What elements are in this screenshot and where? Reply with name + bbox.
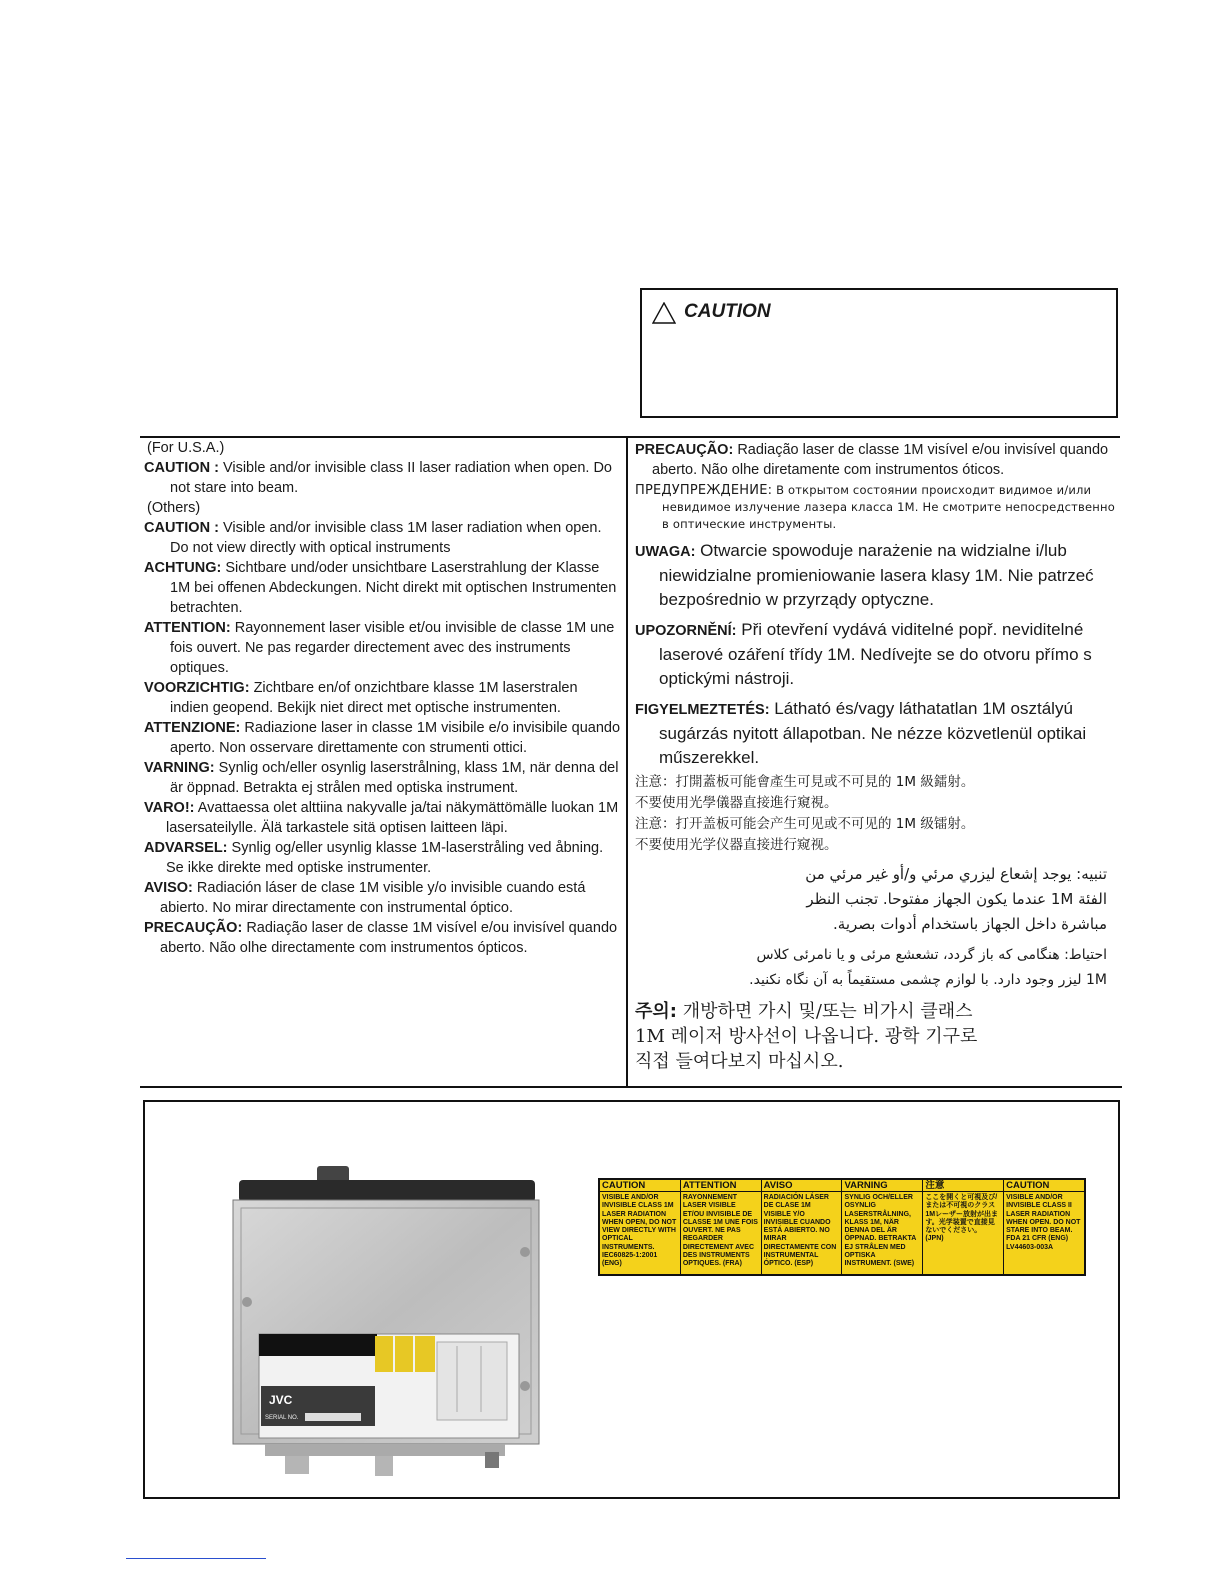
footer-rule	[126, 1558, 266, 1559]
warning-triangle-icon	[652, 302, 676, 324]
warning-hu: FIGYELMEZTETÉS: Látható és/vagy láthatatlan 1M osztályú sugárzás nyitott állapotban. Ne nézze közvetlenül optikai műszerekkel.	[635, 699, 1087, 767]
warning-fr: ATTENTION: Rayonnement laser visible et/ou invisible de classe 1M une fois ouvert. Ne pas regarder directement avec des instruments optiques.	[144, 620, 615, 676]
warning-sv: VARNING: Synlig och/eller osynlig laserstrålning, klass 1M, när denna del är öppnad. Betrakta ej strålen med optiska instrument.	[144, 760, 619, 796]
caution-title: CAUTION	[684, 301, 771, 322]
left-warnings-column	[144, 438, 620, 958]
label-cell-eng: CAUTION VISIBLE AND/OR INVISIBLE CLASS 1M LASER RADIATION WHEN OPEN, DO NOT VIEW DIRECTLY WITH OPTICAL INSTRUMENTS. IEC60825-1:2001 (ENG)	[600, 1180, 680, 1274]
others-header: (Others)	[147, 500, 201, 516]
warning-en: CAUTION : Visible and/or invisible class 1M laser radiation when open. Do not view directly with optical instruments	[144, 520, 602, 556]
warning-zh-cn: 注意：打开盖板可能会产生可见或不可见的 1M 级镭射。 不要使用光学仪器直接进行窥视。	[635, 816, 975, 853]
warning-pt-right: PRECAUÇÃO: Radiação laser de classe 1M visível e/ou invisível quando aberto. Não olhe diretamente com instrumentos óticos.	[635, 442, 1109, 478]
label-cell-fra: ATTENTION RAYONNEMENT LASER VISIBLE ET/OU INVISIBLE DE CLASSE 1M UNE FOIS OUVERT. NE PAS REGARDER DIRECTEMENT AVEC DES INSTRUMENTS OPTIQUES. (FRA)	[680, 1180, 761, 1274]
warning-fa: احتیاط: هنگامی که باز گردد، تشعشع مرئی و یا نامرئی کلاس 1M لیزر وجود دارد. با لوازم چشمی مستقیماً به آن نگاه نکنید.	[749, 947, 1107, 988]
warning-es: AVISO: Radiación láser de clase 1M visible y/o invisible cuando está abierto. No mirar directamente con instrumental óptico.	[144, 880, 586, 916]
caution-box	[640, 288, 1118, 418]
table-bottom-rule	[140, 1086, 1122, 1088]
laser-warning-label	[598, 1178, 1086, 1276]
warning-ko: 주의: 개방하면 가시 및/또는 비가시 클래스 1M 레이저 방사선이 나옵니다. 광학 기구로 직접 들여다보지 마십시오.	[635, 1001, 978, 1072]
warning-ru: ПРЕДУПРЕЖДЕНИЕ: В открытом состоянии происходит видимое и/или невидимое излучение лазера класса 1M. Не смотрите непосредственно в оптические инструменты.	[635, 483, 1115, 531]
warning-de: ACHTUNG: Sichtbare und/oder unsichtbare Laserstrahlung der Klasse 1M bei offenen Abdeckungen. Nicht direkt mit optischen Instrumenten betrachten.	[144, 560, 617, 616]
usa-header: (For U.S.A.)	[147, 440, 225, 456]
label-cell-fda: CAUTION VISIBLE AND/OR INVISIBLE CLASS II LASER RADIATION WHEN OPEN. DO NOT STARE INTO BEAM. FDA 21 CFR (ENG) LV44603-003A	[1003, 1180, 1084, 1274]
warning-usa: CAUTION : Visible and/or invisible class II laser radiation when open. Do not stare into beam.	[144, 460, 612, 496]
warning-da: ADVARSEL: Synlig og/eller usynlig klasse 1M-laserstråling ved åbning. Se ikke direkte med optiske instrumenter.	[144, 840, 604, 876]
label-cell-swe: VARNING SYNLIG OCH/ELLER OSYNLIG LASERSTRÅLNING, KLASS 1M, NÄR DENNA DEL ÄR ÖPPNAD. BETRAKTA EJ STRÅLEN MED OPTISKA INSTRUMENT. (SWE)	[841, 1180, 922, 1274]
warning-cs: UPOZORNĚNÍ: Při otevření vydává viditelné popř. neviditelné laserové ozáření třídy 1M. Nedívejte se do otvoru přímo s optickými nástroji.	[635, 620, 1092, 688]
warning-ar: تنبيه: يوجد إشعاع ليزري مرئي و/أو غير مرئي من الفئة 1M عندما يكون الجهاز مفتوحا. تجنب النظر مباشرة داخل الجهاز باستخدام أدوات بصرية.	[805, 865, 1107, 933]
warning-nl: VOORZICHTIG: Zichtbare en/of onzichtbare klasse 1M laserstralen indien geopend. Bekijk niet direct met optische instrumenten.	[144, 680, 578, 716]
warning-fi: VARO!: Avattaessa olet alttiina nakyvalle ja/tai näkymättömälle luokan 1M lasersateilylle. Älä tarkastele sitä optisen laitteen läpi.	[144, 800, 619, 836]
label-cell-jpn: 注意 ここを開くと可視及び/または不可視のクラス1Mレーザー放射が出ます。光学装置で直接見ないでください。 (JPN)	[922, 1180, 1003, 1274]
jvc-logo: JVC	[269, 1393, 293, 1407]
warning-zh-tw: 注意：打開蓋板可能會產生可見或不可見的 1M 級鐳射。 不要使用光學儀器直接進行窺視。	[635, 774, 975, 811]
table-divider	[626, 437, 628, 1087]
right-warnings-column	[635, 440, 1117, 1074]
serial-label: SERIAL NO.	[265, 1415, 299, 1421]
warning-it: ATTENZIONE: Radiazione laser in classe 1M visibile e/o invisibile quando aperto. Non osservare direttamente con strumenti ottici.	[144, 720, 621, 756]
label-cell-esp: AVISO RADIACIÓN LÁSER DE CLASE 1M VISIBLE Y/O INVISIBLE CUANDO ESTÁ ABIERTO. NO MIRAR DIRECTAMENTE CON INSTRUMENTAL ÓPTICO. (ESP)	[761, 1180, 842, 1274]
warning-pt-left: PRECAUÇÃO: Radiação laser de classe 1M visível e/ou invisível quando aberto. Não olhe directamente com instrumentos ópticos.	[144, 920, 618, 956]
device-photo	[225, 1162, 545, 1480]
warning-pl: UWAGA: Otwarcie spowoduje narażenie na widzialne i/lub niewidzialne promieniowanie lasera klasy 1M. Nie patrzeć bezpośrednio w przyrządy optyczne.	[635, 541, 1094, 609]
